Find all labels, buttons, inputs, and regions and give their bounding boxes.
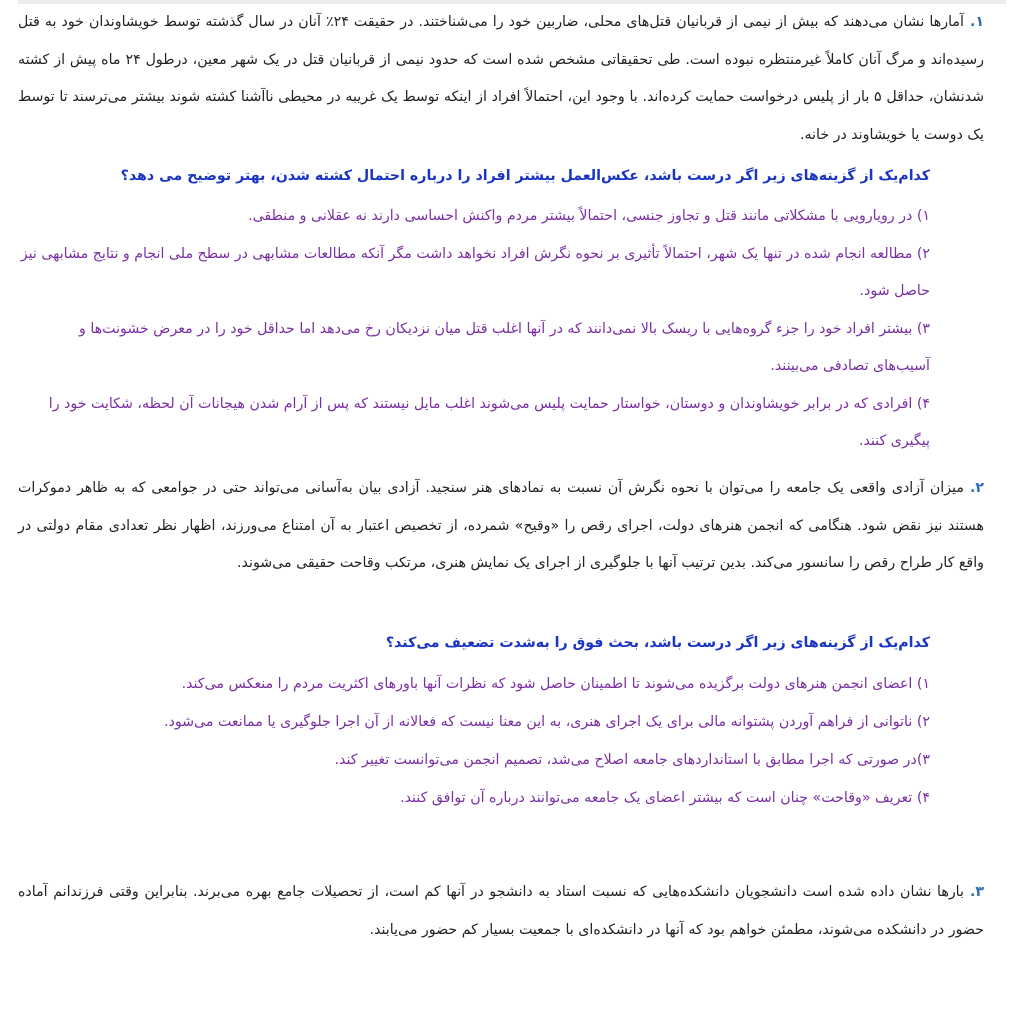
question-1-passage-text: آمارها نشان می‌دهند که بیش از نیمی از قربانیان قتل‌های محلی، ضاربین خود را می‌شناختند. در حقیقت ۲۴٪ آنان در سال گذشته توسط خویشاوندان خود به قتل رسیده‌اند و مرگ آنان کاملاً غیرمنتظره نبوده است. طی تحقیقاتی مشخص شده است که حدود نیمی از قربانیان قتل در یک شهر معین، درطول ۲۴ ماه پیش از کشته شدنشان، حداقل ۵ بار از پلیس درخواست حمایت کرده‌اند. با وجود این، احتمالاً افراد از اینکه توسط یک غریبه در محیطی ناآشنا کشته شوند بیشتر می‌ترسند تا توسط یک دوست یا خویشاوند در خانه. <box>18 14 984 143</box>
question-1-option-4: ۴) افرادی که در برابر خویشاوندان و دوستان، خواستار حمایت پلیس می‌شوند اغلب مایل نیستند که پس از آرام شدن هیجانات آن لحظه، شکایت خود را پیگیری کنند. <box>48 395 930 449</box>
question-2-option-3: ۳)در صورتی که اجرا مطابق با استانداردهای جامعه اصلاح می‌شد، تصمیم انجمن می‌توانست تغییر کند. <box>334 752 930 768</box>
question-3-number: ۳. <box>969 884 984 900</box>
question-2-number: ۲. <box>969 480 984 496</box>
question-3-passage-text: بارها نشان داده شده است دانشجویان دانشکده‌هایی که نسبت استاد به دانشجو در آنها کم است، از تحصیلات جامع بهره می‌برند. بنابراین وقتی فرزندانم آماده حضور در دانشکده می‌شوند، مطمئن خواهم بود که آنها در دانشکده‌ای با جمعیت بسیار کم حضور می‌یابند. <box>18 884 984 938</box>
question-2-options <box>18 665 984 817</box>
question-2 <box>18 470 984 583</box>
question-1-option-2: ۲) مطالعه انجام شده در تنها یک شهر، احتمالاً تأثیری بر نحوه نگرش افراد نخواهد داشت مگر آنکه مطالعات مشابهی در سطح ملی انجام و نتایج مشابهی نیز حاصل شود. <box>20 245 930 299</box>
question-1-option-3: ۳) بیشتر افراد خود را جزء گروه‌هایی با ریسک بالا نمی‌دانند که در آنها اغلب قتل میان نزدیکان رخ می‌دهد اما حداقل خود را در معرض خشونت‌ها و آسیب‌های تصادفی می‌بینند. <box>78 320 930 374</box>
question-2-prompt: کدام‌یک از گزینه‌های زیر اگر درست باشد، بحث فوق را به‌شدت تضعیف می‌کند؟ <box>385 635 930 651</box>
question-1 <box>18 4 984 154</box>
question-3-passage <box>18 874 984 949</box>
question-1-option-1: ۱) در رویارویی با مشکلاتی مانند قتل و تجاوز جنسی، احتمالاً بیشتر مردم واکنش احساسی دارند نه عقلانی و منطقی. <box>248 208 930 224</box>
question-2-option-4: ۴) تعریف «وقاحت» چنان است که بیشتر اعضای یک جامعه می‌توانند درباره آن توافق کنند. <box>400 790 930 806</box>
question-1-number: ۱. <box>969 14 984 30</box>
question-2-option-2: ۲) ناتوانی از فراهم آوردن پشتوانه مالی برای یک اجرای هنری، به این معنا نیست که فعالانه از آن اجرا جلوگیری یا ممانعت می‌شود. <box>164 714 930 730</box>
question-3 <box>18 874 984 949</box>
question-2-passage-text: میزان آزادی واقعی یک جامعه را می‌توان با نحوه نگرش آن نسبت به نمادهای هنر سنجید. آزادی بیان به‌آسانی می‌تواند حتی در جوامعی که به ظاهر دموکرات هستند نیز نقض شود. هنگامی که انجمن هنرهای دولت، اجرای رقص را «وقیح» شمرده، از تخصیص اعتبار به آن امتناع می‌ورزند، اظهار نظر تعدادی مقام دولتی در واقع کار طراح رقص را سانسور می‌کند. بدین ترتیب آنها با جلوگیری از اجرای یک نمایش هنری، مرتکب وقاحت حقیقی می‌شوند. <box>18 480 984 571</box>
question-1-prompt: کدام‌یک از گزینه‌های زیر اگر درست باشد، عکس‌العمل بیشتر افراد را درباره احتمال کشته شدن، بهتر توضیح می دهد؟ <box>120 168 930 184</box>
question-2-passage <box>18 470 984 583</box>
question-1-passage <box>18 4 984 154</box>
question-1-options <box>18 198 984 461</box>
question-2-option-1: ۱) اعضای انجمن هنرهای دولت برگزیده می‌شوند تا اطمینان حاصل شود که نظرات آنها باورهای اکثریت مردم را منعکس می‌کند. <box>181 676 930 692</box>
